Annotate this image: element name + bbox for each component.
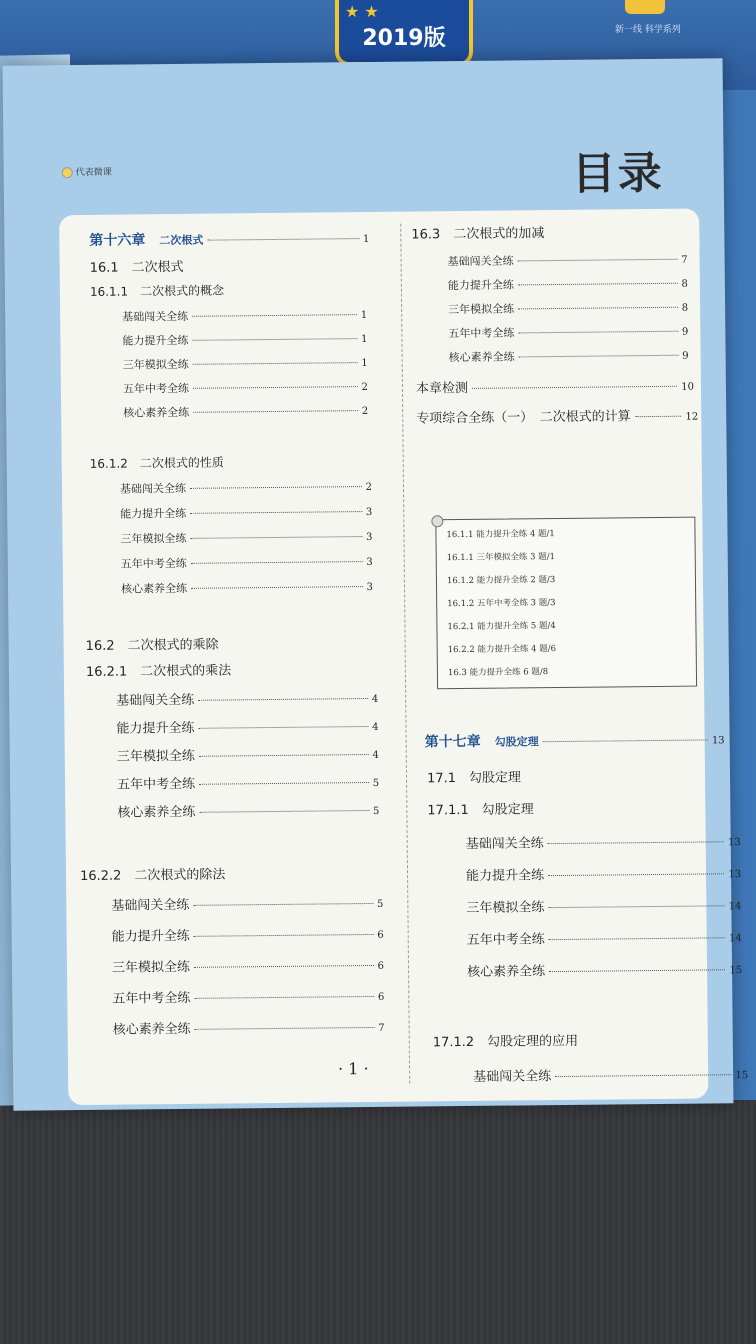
subsection-heading[interactable]: 16.2.2 二次根式的除法 <box>79 867 226 885</box>
toc-page <box>3 58 749 1110</box>
hint-line[interactable]: 16.1.1 三年模拟全练 3 题/1 <box>446 552 556 564</box>
toc-entry[interactable]: 核心素养全练 9 <box>448 350 689 365</box>
toc-entry[interactable]: 基础闯关全练 13 <box>465 836 741 852</box>
toc-entry[interactable]: 三年模拟全练 6 <box>111 959 385 976</box>
toc-entry[interactable]: 能力提升全练 8 <box>447 278 688 293</box>
hint-line[interactable]: 16.1.2 五年中考全练 3 题/3 <box>447 598 556 610</box>
toc-entry-chapter-17[interactable]: 第十七章 勾股定理 13 <box>424 733 725 751</box>
toc-entry-chapter-16[interactable]: 第十六章 二次根式 1 <box>89 232 370 249</box>
toc-entry[interactable]: 三年模拟全练 14 <box>466 900 742 916</box>
subsection-heading[interactable]: 16.2.1 二次根式的乘法 <box>85 663 232 680</box>
section-heading[interactable]: 16.1 二次根式 <box>89 259 184 276</box>
subsection-heading[interactable]: 17.1.2 勾股定理的应用 <box>432 1033 579 1051</box>
edition-badge: 2019版 <box>335 0 473 66</box>
toc-entry[interactable]: 能力提升全练 4 <box>116 720 379 737</box>
toc-entry[interactable]: 基础闯关全练 5 <box>111 897 384 914</box>
subsection-heading[interactable]: 16.1.1 二次根式的概念 <box>89 283 225 299</box>
video-lesson-icon <box>62 167 73 178</box>
toc-entry[interactable]: 基础闯关全练 15 <box>473 1069 749 1085</box>
brand-logo <box>625 0 665 14</box>
subsection-heading[interactable]: 17.1.1 勾股定理 <box>427 802 534 819</box>
toc-entry[interactable]: 基础闯关全练 7 <box>447 254 688 269</box>
toc-entry[interactable]: 五年中考全练 14 <box>466 932 742 948</box>
toc-entry[interactable]: 核心素养全练 5 <box>117 804 380 821</box>
toc-entry[interactable]: 五年中考全练 3 <box>120 556 373 571</box>
section-heading[interactable]: 16.3 二次根式的加减 <box>411 226 545 243</box>
toc-entry[interactable]: 三年模拟全练 4 <box>116 748 379 765</box>
toc-entry[interactable]: 五年中考全练 5 <box>117 776 380 793</box>
toc-entry[interactable]: 核心素养全练 7 <box>112 1021 385 1038</box>
legend <box>62 165 112 179</box>
legend-label: 代表微课 <box>75 167 112 179</box>
brand-text: 新一线 科学系列 <box>615 25 681 35</box>
toc-entry[interactable]: 基础闯关全练 4 <box>116 692 379 709</box>
toc-entry[interactable]: 能力提升全练 6 <box>111 928 384 945</box>
toc-entry[interactable]: 三年模拟全练 3 <box>120 531 373 546</box>
toc-entry[interactable]: 核心素养全练 15 <box>466 964 743 980</box>
box-pin-icon <box>431 515 443 527</box>
hint-line[interactable]: 16.1.1 能力提升全练 4 题/1 <box>446 529 555 541</box>
toc-entry[interactable]: 五年中考全练 2 <box>122 381 368 396</box>
section-heading[interactable]: 17.1 勾股定理 <box>426 770 522 787</box>
toc-entry[interactable]: 能力提升全练 13 <box>465 868 742 884</box>
toc-entry[interactable]: 三年模拟全练 1 <box>122 357 368 372</box>
toc-entry[interactable]: 能力提升全练 3 <box>120 506 373 521</box>
star-icon: ★ ★ <box>345 2 379 21</box>
hint-line[interactable]: 16.2.2 能力提升全练 4 题/6 <box>447 644 557 656</box>
page-number: · 1 · <box>337 1059 369 1079</box>
page-title: 目录 <box>571 147 664 200</box>
hint-line[interactable]: 16.1.2 能力提升全练 2 题/3 <box>446 575 556 587</box>
toc-entry-chapter-test[interactable]: 本章检测 10 <box>415 380 695 397</box>
toc-entry[interactable]: 核心素养全练 3 <box>120 581 374 596</box>
hint-line[interactable]: 16.3 能力提升全练 6 题/8 <box>447 667 549 679</box>
micro-lesson-box <box>435 517 697 690</box>
toc-entry[interactable]: 基础闯关全练 2 <box>119 481 373 496</box>
toc-panel <box>59 209 749 1106</box>
section-heading[interactable]: 16.2 二次根式的乘除 <box>85 637 219 654</box>
hint-line[interactable]: 16.2.1 能力提升全练 5 题/4 <box>447 621 556 633</box>
toc-entry[interactable]: 基础闯关全练 1 <box>122 309 368 324</box>
toc-entry[interactable]: 三年模拟全练 8 <box>448 302 689 317</box>
toc-entry[interactable]: 五年中考全练 9 <box>448 326 689 341</box>
table-surface <box>0 1100 756 1344</box>
column-divider <box>400 224 410 1084</box>
subsection-heading[interactable]: 16.1.2 二次根式的性质 <box>89 455 224 471</box>
toc-entry[interactable]: 核心素养全练 2 <box>123 405 369 420</box>
toc-entry[interactable]: 五年中考全练 6 <box>112 990 385 1007</box>
toc-entry[interactable]: 能力提升全练 1 <box>122 333 368 348</box>
toc-entry-special[interactable]: 专项综合全练（一） 二次根式的计算 12 <box>416 409 699 427</box>
